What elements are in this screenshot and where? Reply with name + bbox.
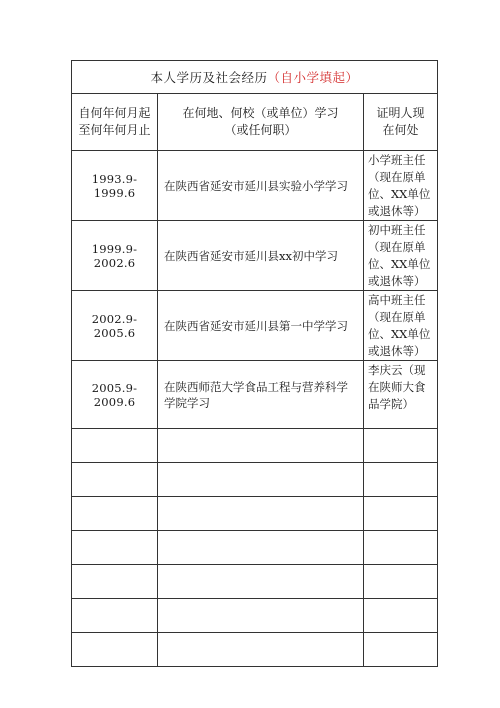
empty-cell	[72, 531, 158, 565]
row-place: 在陕西省延安市延川县xx初中学习	[158, 221, 364, 291]
header-date	[72, 94, 158, 151]
row-certifier: 高中班主任（现在原单位、XX单位或退休等）	[364, 291, 438, 361]
empty-cell	[158, 565, 364, 599]
empty-row	[72, 633, 438, 667]
table-title-cell	[72, 61, 438, 94]
header-place	[158, 94, 364, 151]
header-date-text: 自何年何月起至何年何月止	[78, 106, 151, 137]
empty-cell	[72, 565, 158, 599]
empty-cell	[158, 531, 364, 565]
empty-cell	[72, 463, 158, 497]
header-certifier	[364, 94, 438, 151]
empty-cell	[72, 429, 158, 463]
empty-row	[72, 531, 438, 565]
table-title-note: （自小学填起）	[267, 70, 359, 85]
empty-cell	[158, 429, 364, 463]
empty-cell	[364, 565, 438, 599]
empty-cell	[72, 599, 158, 633]
row-place: 在陕西省延安市延川县第一中学学习	[158, 291, 364, 361]
empty-row	[72, 429, 438, 463]
table-title-row	[72, 61, 438, 94]
resume-table	[71, 60, 438, 667]
table-header-row	[72, 94, 438, 151]
row-place: 在陕西师范大学食品工程与营养科学学院学习	[158, 361, 364, 429]
empty-cell	[158, 497, 364, 531]
empty-cell	[364, 463, 438, 497]
table-row	[72, 221, 438, 291]
empty-row	[72, 599, 438, 633]
row-date: 1999.9-2002.6	[72, 221, 158, 291]
row-certifier: 李庆云（现在陕师大食品学院）	[364, 361, 438, 429]
row-certifier: 小学班主任（现在原单位、XX单位或退休等）	[364, 151, 438, 221]
empty-cell	[364, 633, 438, 667]
empty-row	[72, 565, 438, 599]
table-row	[72, 151, 438, 221]
empty-cell	[364, 599, 438, 633]
empty-cell	[364, 429, 438, 463]
row-date: 2005.9-2009.6	[72, 361, 158, 429]
empty-row	[72, 463, 438, 497]
empty-cell	[364, 497, 438, 531]
row-place: 在陕西省延安市延川县实验小学学习	[158, 151, 364, 221]
row-date: 2002.9-2005.6	[72, 291, 158, 361]
empty-cell	[72, 633, 158, 667]
empty-cell	[158, 599, 364, 633]
empty-row	[72, 497, 438, 531]
empty-cell	[72, 497, 158, 531]
row-certifier: 初中班主任（现在原单位、XX单位或退休等）	[364, 221, 438, 291]
table-title: 本人学历及社会经历	[150, 70, 268, 85]
header-certifier-text: 证明人现在何处	[376, 106, 425, 137]
row-date: 1993.9-1999.6	[72, 151, 158, 221]
empty-cell	[364, 531, 438, 565]
table-row	[72, 291, 438, 361]
header-place-text: 在何地、何校（或单位）学习（或任何职）	[182, 106, 339, 137]
empty-cell	[158, 463, 364, 497]
table-row	[72, 361, 438, 429]
empty-cell	[158, 633, 364, 667]
